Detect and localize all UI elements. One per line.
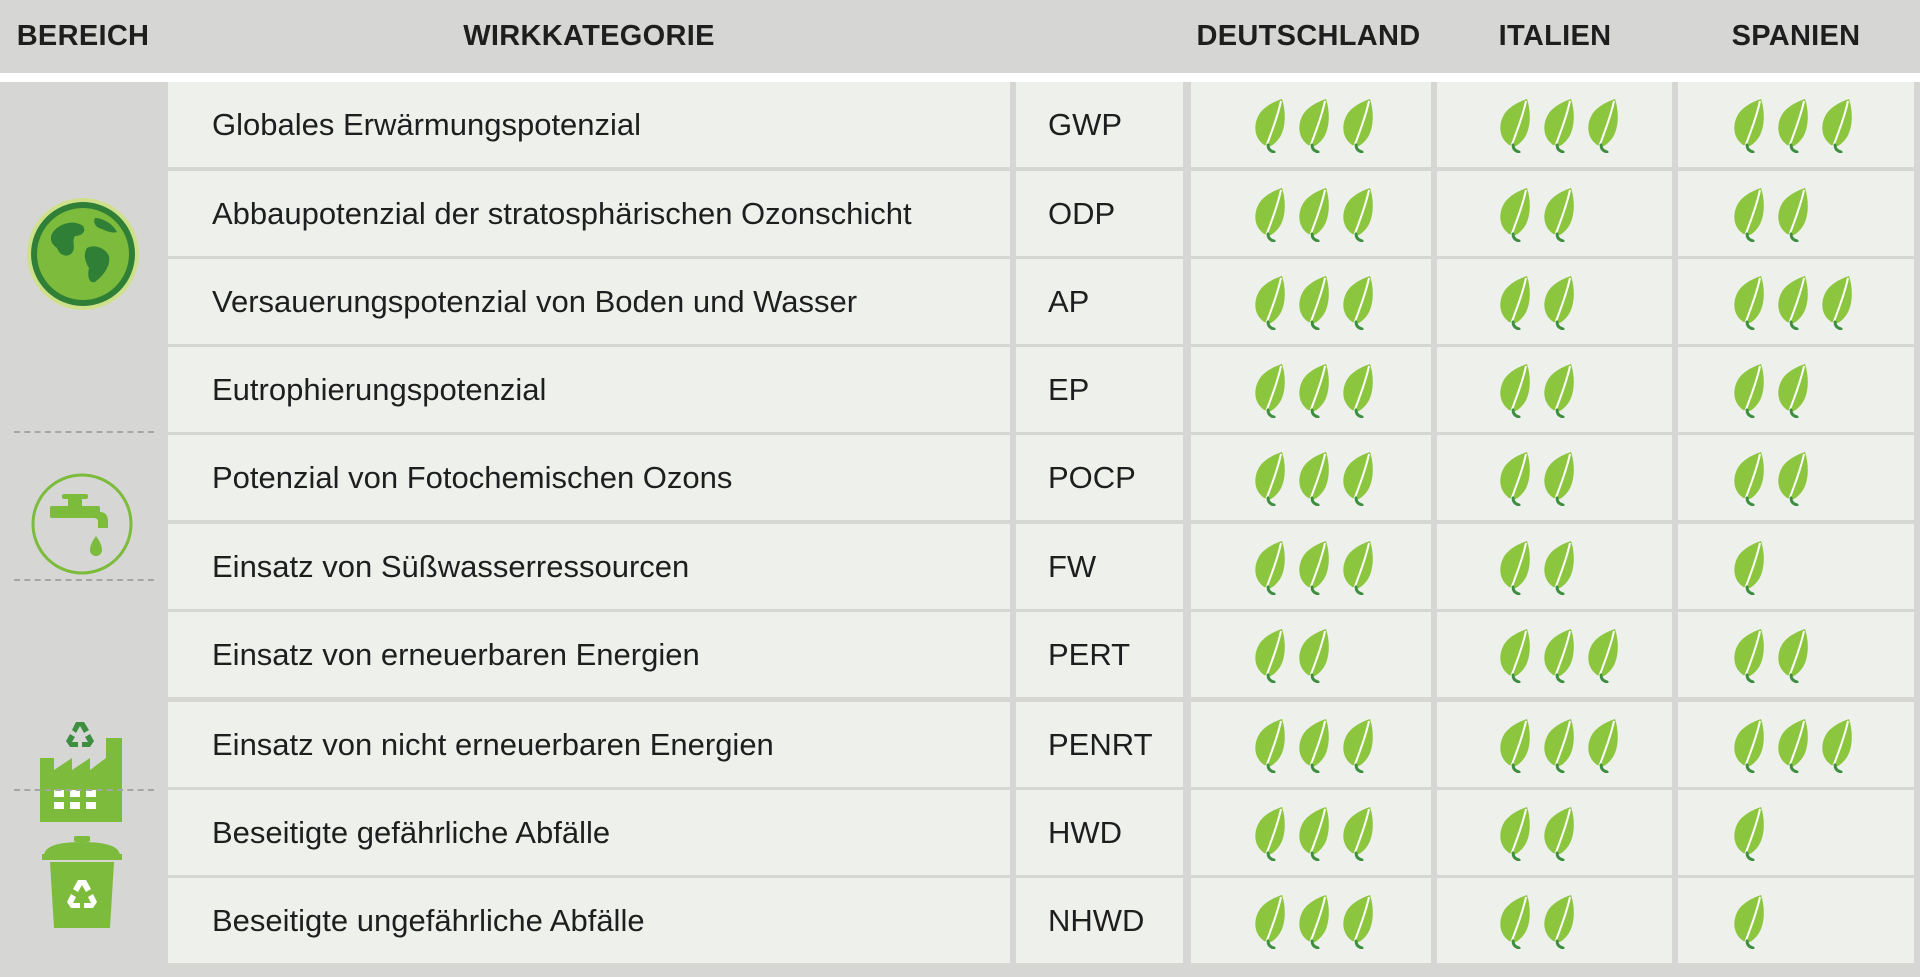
header-germany: DEUTSCHLAND [1196,20,1421,52]
leaf-icon [1727,186,1771,242]
leaf-icon [1537,717,1581,773]
impact-category-label: Eutrophierungspotenzial [212,371,547,407]
rating-germany [1248,702,1380,787]
leaf-icon [1336,893,1380,949]
leaf-icon [1537,186,1581,242]
leaf-icon [1537,893,1581,949]
leaf-icon [1248,97,1292,153]
leaf-icon [1493,717,1537,773]
impact-category-label: Einsatz von erneuerbaren Energien [212,636,700,672]
abbreviation-cell [1016,524,1183,609]
rating-spain [1727,524,1771,609]
rating-germany [1248,790,1380,875]
leaf-icon [1493,539,1537,595]
header-spain: SPANIEN [1731,20,1861,52]
table-row [0,171,1920,256]
leaf-icon [1336,274,1380,330]
leaf-icon [1727,539,1771,595]
leaf-icon [1292,717,1336,773]
impact-category-label: Versauerungspotenzial von Boden und Wasser [212,283,858,319]
header-category: WIRKKATEGORIE [463,20,715,52]
leaf-icon [1493,274,1537,330]
leaf-icon [1336,362,1380,418]
rating-spain [1727,702,1859,787]
leaf-icon [1493,450,1537,506]
impact-abbreviation: AP [1048,283,1090,319]
impact-abbreviation: FW [1048,548,1097,584]
leaf-icon [1727,362,1771,418]
leaf-icon [1493,97,1537,153]
leaf-icon [1292,450,1336,506]
leaf-icon [1248,539,1292,595]
rating-italy [1493,878,1581,963]
leaf-icon [1537,805,1581,861]
rating-germany [1248,82,1380,167]
leaf-icon [1727,805,1771,861]
leaf-icon [1292,539,1336,595]
rating-spain [1727,82,1859,167]
impact-category-label: Beseitigte ungefährliche Abfälle [212,902,645,938]
leaf-icon [1537,362,1581,418]
leaf-icon [1815,717,1859,773]
leaf-icon [1581,627,1625,683]
table-row [0,702,1920,787]
leaf-icon [1292,893,1336,949]
table-row [0,524,1920,609]
rating-germany [1248,612,1336,697]
leaf-icon [1493,186,1537,242]
leaf-icon [1336,717,1380,773]
leaf-icon [1771,274,1815,330]
table-row [0,347,1920,432]
impact-category-label: Globales Erwärmungspotenzial [212,106,642,142]
leaf-icon [1336,97,1380,153]
impact-abbreviation: PENRT [1048,726,1153,762]
abbreviation-cell [1016,347,1183,432]
leaf-icon [1248,717,1292,773]
leaf-icon [1493,893,1537,949]
header-italy: ITALIEN [1498,20,1612,52]
spain-cell [1678,878,1914,963]
leaf-icon [1771,717,1815,773]
leaf-icon [1815,97,1859,153]
rating-spain [1727,171,1815,256]
table-row [0,878,1920,963]
leaf-icon [1537,627,1581,683]
leaf-icon [1771,186,1815,242]
impact-abbreviation: PERT [1048,636,1131,672]
leaf-icon [1771,97,1815,153]
impact-abbreviation: POCP [1048,459,1136,495]
header-separator [0,73,1920,82]
rating-spain [1727,347,1815,432]
table-row [0,82,1920,167]
rating-germany [1248,878,1380,963]
leaf-icon [1493,362,1537,418]
rating-spain [1727,435,1815,520]
leaf-icon [1292,805,1336,861]
rating-italy [1493,347,1581,432]
rating-spain [1727,878,1771,963]
rating-italy [1493,524,1581,609]
rating-italy [1493,171,1581,256]
rating-spain [1727,612,1815,697]
leaf-icon [1727,450,1771,506]
rating-spain [1727,790,1771,875]
rating-italy [1493,435,1581,520]
table-row [0,435,1920,520]
impact-category-label: Abbaupotenzial der stratosphärischen Ozonschicht [212,195,912,231]
leaf-icon [1727,717,1771,773]
leaf-icon [1581,717,1625,773]
leaf-icon [1248,186,1292,242]
leaf-icon [1248,627,1292,683]
leaf-icon [1493,805,1537,861]
rating-germany [1248,435,1380,520]
rating-spain [1727,259,1859,344]
leaf-icon [1727,627,1771,683]
leaf-icon [1336,539,1380,595]
abbreviation-cell [1016,259,1183,344]
leaf-icon [1581,97,1625,153]
leaf-icon [1336,450,1380,506]
leaf-icon [1727,893,1771,949]
rating-germany [1248,171,1380,256]
header-area: BEREICH [16,20,150,52]
impact-abbreviation: HWD [1048,814,1123,850]
rating-germany [1248,259,1380,344]
leaf-icon [1537,539,1581,595]
leaf-icon [1292,362,1336,418]
leaf-icon [1493,627,1537,683]
leaf-icon [1537,97,1581,153]
impact-abbreviation: NHWD [1048,902,1145,938]
leaf-icon [1248,805,1292,861]
table-row [0,790,1920,875]
leaf-icon [1292,97,1336,153]
leaf-icon [1336,186,1380,242]
impact-abbreviation: EP [1048,371,1090,407]
rating-italy [1493,702,1625,787]
rating-italy [1493,259,1581,344]
leaf-icon [1292,186,1336,242]
spain-cell [1678,790,1914,875]
leaf-icon [1248,274,1292,330]
impact-category-label: Einsatz von Süßwasserressourcen [212,548,690,584]
impact-category-label: Beseitigte gefährliche Abfälle [212,814,611,850]
leaf-icon [1248,362,1292,418]
impact-abbreviation: ODP [1048,195,1116,231]
impact-category-label: Potenzial von Fotochemischen Ozons [212,459,733,495]
leaf-icon [1292,627,1336,683]
table-row [0,612,1920,697]
leaf-icon [1815,274,1859,330]
leaf-icon [1537,274,1581,330]
leaf-icon [1336,805,1380,861]
rating-italy [1493,612,1625,697]
leaf-icon [1771,362,1815,418]
table-row [0,259,1920,344]
leaf-icon [1727,274,1771,330]
impact-abbreviation: GWP [1048,106,1123,142]
rating-italy [1493,790,1581,875]
leaf-icon [1727,97,1771,153]
table-header [0,0,1920,73]
leaf-icon [1248,450,1292,506]
leaf-icon [1292,274,1336,330]
leaf-icon [1771,627,1815,683]
leaf-icon [1537,450,1581,506]
impact-category-label: Einsatz von nicht erneuerbaren Energien [212,726,774,762]
leaf-icon [1771,450,1815,506]
rating-germany [1248,347,1380,432]
rating-italy [1493,82,1625,167]
leaf-icon [1248,893,1292,949]
rating-germany [1248,524,1380,609]
spain-cell [1678,524,1914,609]
